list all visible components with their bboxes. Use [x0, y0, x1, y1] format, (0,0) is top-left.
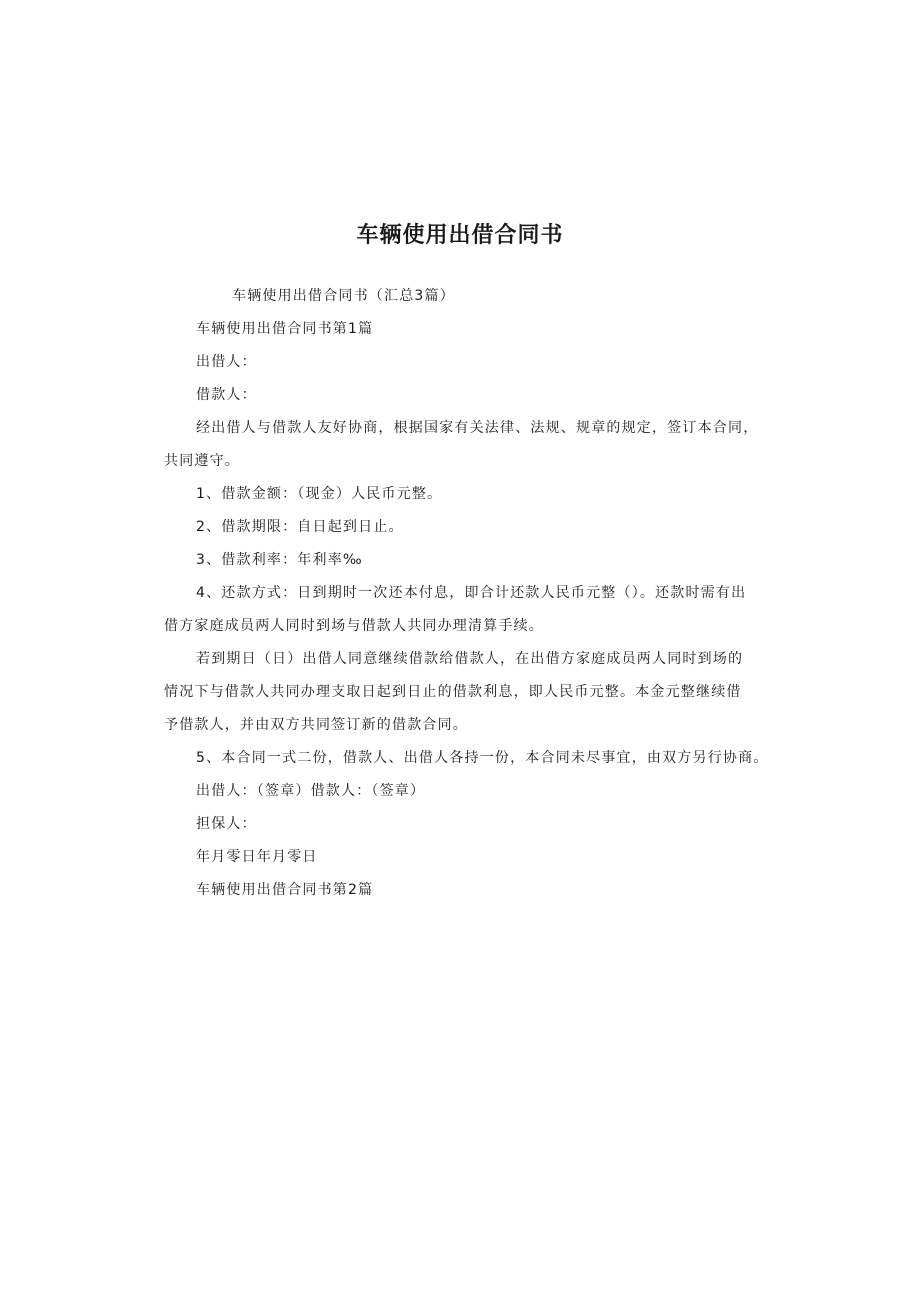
signature-line: 出借人：（签章）借款人：（签章）	[196, 783, 426, 799]
borrower-label: 借款人：	[196, 387, 257, 403]
date-line: 年月零日年月零日	[196, 849, 318, 865]
intro-paragraph-line-2: 共同遵守。	[164, 453, 240, 469]
clause-3: 3、借款利率：年利率‰	[196, 552, 363, 568]
extension-paragraph-line-3: 予借款人，并由双方共同签订新的借款合同。	[164, 717, 468, 733]
clause-1: 1、借款金额：（现金）人民币元整。	[196, 486, 443, 502]
clause-4-line-2: 借方家庭成员两人同时到场与借款人共同办理清算手续。	[164, 618, 544, 634]
intro-paragraph-line-1: 经出借人与借款人友好协商，根据国家有关法律、法规、规章的规定，签订本合同，	[196, 420, 759, 436]
extension-paragraph-line-1: 若到期日（日）出借人同意继续借款给借款人，在出借方家庭成员两人同时到场的	[196, 651, 744, 667]
clause-5: 5、本合同一式二份，借款人、出借人各持一份，本合同未尽事宜，由双方另行协商。	[196, 750, 769, 766]
clause-2: 2、借款期限：自日起到日止。	[196, 519, 404, 535]
extension-paragraph-line-2: 情况下与借款人共同办理支取日起到日止的借款利息，即人民币元整。本金元整继续借	[164, 684, 742, 700]
document-subtitle: 车辆使用出借合同书（汇总3篇）	[232, 288, 455, 304]
lender-label: 出借人：	[196, 354, 257, 370]
guarantor-label: 担保人：	[196, 816, 257, 832]
clause-4-line-1: 4、还款方式：日到期时一次还本付息，即合计还款人民币元整（）。还款时需有出	[196, 585, 747, 601]
document-title: 车辆使用出借合同书	[356, 223, 564, 248]
section1-heading: 车辆使用出借合同书第1篇	[196, 321, 374, 337]
section2-heading: 车辆使用出借合同书第2篇	[196, 882, 374, 898]
